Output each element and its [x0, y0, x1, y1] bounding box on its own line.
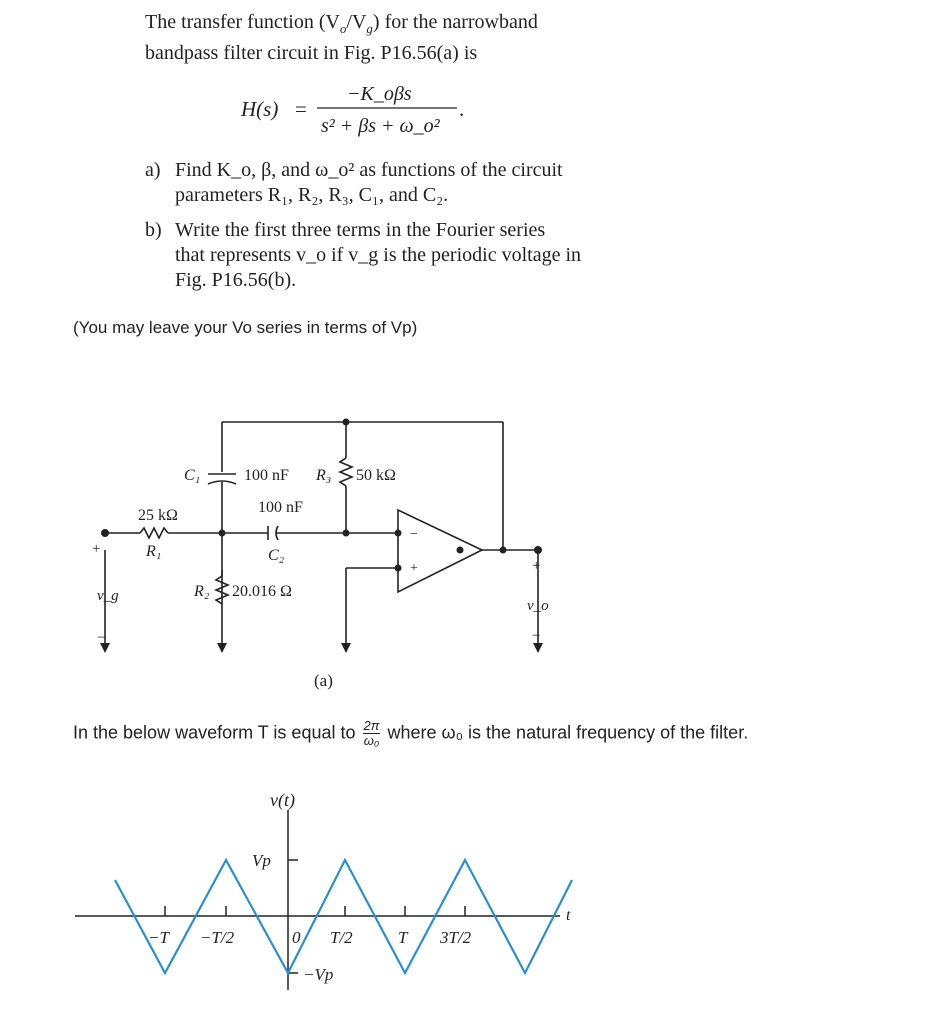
tick-label: T/2 [330, 928, 353, 947]
intro-line-1: The transfer function $(V_o/V_g)$ for the narrowband [145, 11, 538, 36]
node-dot [457, 547, 464, 554]
figure-label: (a) [314, 671, 333, 690]
hs-numerator: −K_oβs [347, 83, 412, 105]
part-a-label: a) [145, 159, 161, 181]
c2-value: 100 nF [258, 499, 303, 516]
tick-label: −T/2 [200, 928, 235, 947]
t-axis-label: t [566, 907, 571, 924]
t-fraction: $\frac{2\pi}{\text{ω₀}}$ [363, 718, 380, 748]
c2-label: C₂ [268, 547, 285, 564]
vo-minus: − [532, 628, 541, 644]
note-text: (You may leave your Vo series in terms of Vp) [73, 318, 418, 337]
node-dot [500, 547, 507, 554]
vo-label: v_o [527, 598, 549, 614]
opamp-plus: + [410, 561, 418, 576]
tick-label: 0 [292, 928, 301, 947]
hs-denominator: s² + βs + ω_o² [321, 115, 440, 137]
node-dot [395, 565, 402, 572]
op-amp [398, 510, 482, 592]
r2-value: 20.016 Ω [232, 583, 292, 600]
t-ticks [165, 906, 465, 916]
intro-line-2: bandpass filter circuit in Fig. P16.56(a) is [145, 42, 478, 64]
vg-label: v_g [97, 588, 119, 604]
ground-arrow [341, 643, 351, 653]
y-axis-label: v(t) [270, 790, 295, 810]
c1-value: 100 nF [244, 467, 289, 484]
r3-resistor [340, 458, 352, 486]
vo-ground-arrow [533, 643, 543, 653]
vo-plus: + [532, 558, 541, 574]
part-b-text: Write the first three terms in the Fourier series that represents v_o if v_g is the periodic voltage in Fig. P16.56(b). [175, 219, 582, 291]
transfer-function-equation [235, 78, 475, 140]
waveform-note: In the below waveform T is equal to $\frac{2\pi}{\text{ω₀}}$ where ω₀ is the natural frequency of the filter. [73, 718, 749, 748]
hs-period: . [459, 97, 465, 121]
r2-label: R₂ [194, 583, 210, 600]
node-dot [343, 530, 350, 537]
vg-plus: + [92, 541, 101, 557]
opamp-minus: − [410, 527, 418, 542]
hs-equals: = [295, 97, 307, 121]
r1-label: R₁ [146, 543, 162, 560]
vg-minus: − [97, 630, 106, 646]
vo-terminal-dot [534, 546, 542, 554]
r1-value: 25 kΩ [138, 507, 178, 524]
c1-label: C₁ [184, 467, 201, 484]
node-dot [395, 530, 402, 537]
node-dot [343, 419, 350, 426]
vg-terminal-dot [101, 529, 109, 537]
neg-vp-label: −Vp [303, 965, 334, 984]
hs-lhs: H(s) [241, 97, 279, 121]
r3-label: R₃ [316, 467, 332, 484]
tick-label: T [398, 928, 408, 947]
vp-label: Vp [252, 851, 271, 870]
r1-resistor [140, 528, 168, 538]
ground-arrow [217, 643, 227, 653]
part-b-label: b) [145, 219, 162, 241]
node-dot [219, 530, 226, 537]
r3-value: 50 kΩ [356, 467, 396, 484]
circuit-diagram [0, 400, 926, 700]
problem-intro [145, 10, 625, 66]
tick-label: 3T/2 [440, 928, 472, 947]
tick-label: −T [148, 928, 169, 947]
part-a-text: Find K_o, β, and ω_o² as functions of the circuit parameters R₁, R₂, R₃, C₁, and C₂. [175, 159, 563, 206]
waveform-plot [0, 780, 926, 1020]
